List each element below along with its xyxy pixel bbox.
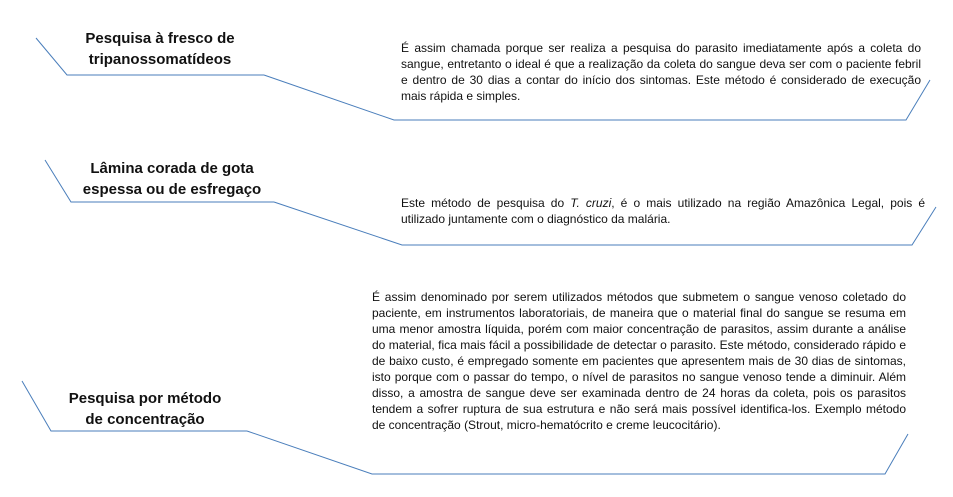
method-2-description-before: Este método de pesquisa do <box>401 196 571 210</box>
method-3-description: É assim denominado por serem utilizados métodos que submetem o sangue venoso coletado do paciente, em instrumentos laboratoriais, de maneira que o material final do sangue se resuma em uma menor amostra líquida, porém com maior concentração de parasitos, assim durante a análise do material, fica mais fácil a possibilidade de detectar o parasito. Este método, considerado rápido e de baixo custo, é empregado somente em pacientes que apresentem mais de 30 dias de sintomas, isto porque com o passar do tempo, o nível de parasitos no sangue venoso tende a diminuir. Além disso, a amostra de sangue deve ser examinada dentro de 24 horas da coleta, pois os parasitos tendem a sofrer ruptura de sua estrutura e não será mais possível identifica-los. Exemplo método de concentração (Strout, micro-hematócrito e creme leucocitário). <box>372 290 906 432</box>
method-1-title-line2: tripanossomatídeos <box>88 51 232 68</box>
method-3-connector <box>247 431 908 474</box>
method-1-title <box>60 28 260 70</box>
method-2-description-italic: T. cruzi <box>570 196 612 210</box>
method-1-title-line1: Pesquisa à fresco de <box>85 30 235 47</box>
method-2-description-after: , é o mais utilizado na região Amazônica Legal, pois é utilizado juntamente com o diagnóstico da malária. <box>401 196 926 226</box>
method-2-title-line2: espessa ou de esfregaço <box>82 181 262 198</box>
method-3-title <box>50 388 240 430</box>
method-2-title-line1: Lâmina corada de gota <box>90 160 254 177</box>
method-3-title-line1: Pesquisa por método <box>68 390 222 407</box>
method-1-description: É assim chamada porque ser realiza a pesquisa do parasito imediatamente após a coleta do sangue, entretanto o ideal é que a realização da coleta do sangue deva ser com o paciente febril e dentro de 30 dias a contar do início dos sintomas. Este método é considerado de execução mais rápida e simples. <box>401 41 921 103</box>
method-2-title <box>68 158 276 200</box>
method-3-title-line2: de concentração <box>85 411 205 428</box>
method-2-description <box>401 195 925 227</box>
